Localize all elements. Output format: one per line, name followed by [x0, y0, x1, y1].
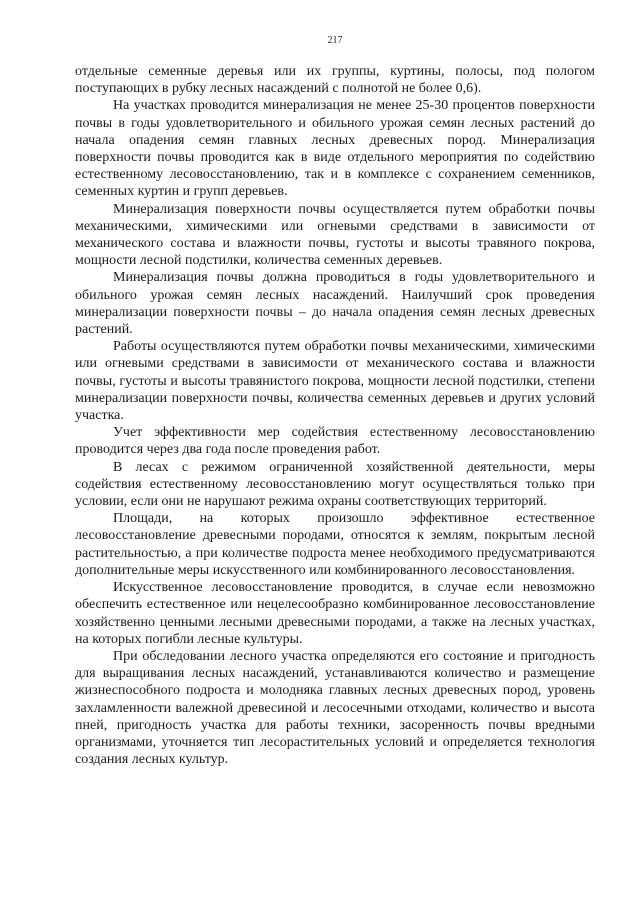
paragraph-7: В лесах с режимом ограниченной хозяйственной деятельности, меры содействия естественному лесовосстановлению могут осуществляться только при условии, если они не нарушают режима охраны соответствующих территорий. [75, 459, 595, 510]
paragraph-4: Минерализация почвы должна проводиться в годы удовлетворительного и обильного урожая семян лесных насаждений. Наилучший срок проведения минерализации поверхности почвы – до начала опадения семян лесных древесных растений. [75, 270, 595, 338]
paragraph-9: Искусственное лесовосстановление проводится, в случае если невозможно обеспечить естественное или нецелесообразно комбинированное лесовосстановление хозяйственно ценными лесными древесными породами, а также на лесных участках, на которых погибли лесные культуры. [75, 580, 595, 647]
paragraph-10: При обследовании лесного участка определяются его состояние и пригодность для выращивания лесных насаждений, устанавливаются количество и размещение жизнеспособного подроста и молодняка главных лесных древесных пород, уровень захламленности валежной древесиной и лесосечными отходами, количество и высота пней, пригодность участка для работы техники, засоренность почвы вредными организмами, уточняется тип лесорастительных условий и определяется технология создания лесных культур. [75, 648, 595, 768]
paragraph-1: отдельные семенные деревья или их группы, куртины, полосы, под пологом поступающих в рубку лесных насаждений с полнотой не более 0,6). [75, 64, 595, 97]
page-number: 217 [327, 35, 343, 46]
paragraph-3: Минерализация поверхности почвы осуществляется путем обработки почвы механическими, химическими или огневыми средствами в зависимости от механического состава и влажности почвы, густоты и высоты травяного покрова, мощности лесной подстилки, количества семенных деревьев. [75, 201, 595, 269]
document-body [75, 63, 595, 768]
paragraph-8: Площади, на которых произошло эффективное естественное лесовосстановление древесными породами, относятся к землям, покрытым лесной растительностью, а при количестве подроста менее необходимого предусматриваются дополнительные меры искусственного или комбинированного лесовосстановления. [75, 511, 595, 578]
paragraph-6: Учет эффективности мер содействия естественному лесовосстановлению проводится через два года после проведения работ. [75, 425, 595, 458]
paragraph-2: На участках проводится минерализация не менее 25-30 процентов поверхности почвы в годы удовлетворительного и обильного урожая семян лесных растений до начала опадения семян главных лесных древесных пород. Минерализация поверхности почвы проводится как в виде отдельного мероприятия по содействию естественному лесовосстановлению, так и в комплексе с сохранением семенников, семенных куртин и групп деревьев. [75, 98, 595, 200]
paragraph-5: Работы осуществляются путем обработки почвы механическими, химическими или огневыми средствами в зависимости от механического состава и влажности почвы, густоты и высоты травянистого покрова, мощности лесной подстилки, степени минерализации поверхности почвы, количества семенных деревьев и других условий участка. [75, 339, 595, 424]
